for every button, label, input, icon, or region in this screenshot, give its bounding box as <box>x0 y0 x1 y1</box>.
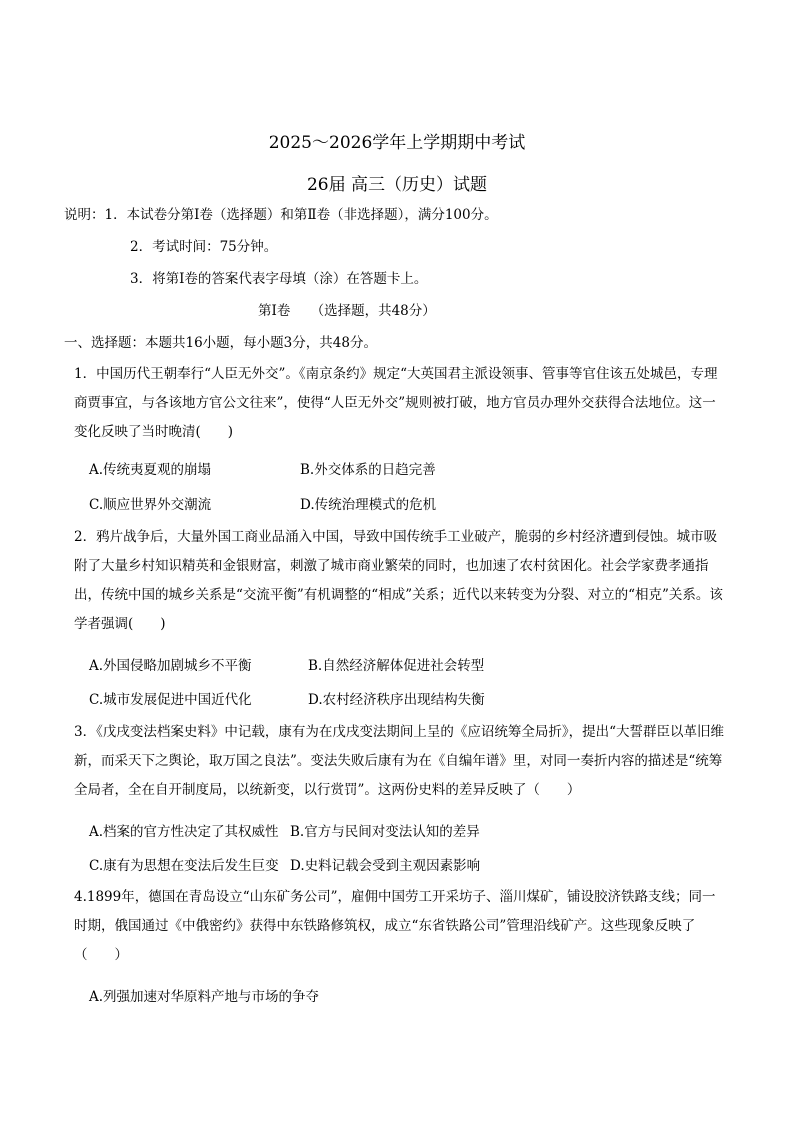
instruction-item-2: 2．考试时间：75分钟。 <box>130 239 278 255</box>
question-2-option-a: A.外国侵略加剧城乡不平衡 <box>89 658 252 674</box>
question-1-option-d: D.传统治理模式的危机 <box>300 497 437 513</box>
question-1-option-a: A.传统夷夏观的崩塌 <box>89 462 212 478</box>
exam-title: 2025～2026学年上学期期中考试 <box>268 133 526 153</box>
instruction-intro: 说明：1．本试卷分第Ⅰ卷（选择题）和第Ⅱ卷（非选择题），满分100分。 <box>64 207 498 223</box>
question-1-option-c: C.顺应世界外交潮流 <box>89 497 212 513</box>
part-heading: 一、选择题：本题共16小题，每小题3分，共48分。 <box>64 335 377 351</box>
question-1-stem: 1．中国历代王朝奉行“人臣无外交”。《南京条约》规定“大英国君主派设领事、管事等官住该五处城邑，专理商贾事宜，与各该地方官公文往来”，使得“人臣无外交”规则被打破，地方官员办理外交获得合法地位。这一变化反映了当时晚清( ) <box>74 366 718 440</box>
question-2-stem: 2．鸦片战争后，大量外国工商业品涌入中国，导致中国传统手工业破产，脆弱的乡村经济遭到侵蚀。城市吸附了大量乡村知识精英和金银财富，刺激了城市商业繁荣的同时，也加速了农村贫困化。社会学家费孝通指出，传统中国的城乡关系是“交流平衡”有机调整的“相成”关系；近代以来转变为分裂、对立的“相克”关系。该学者强调( ) <box>74 529 723 632</box>
question-4-stem: 4.1899年，德国在青岛设立“山东矿务公司”，雇佣中国劳工开采坊子、淄川煤矿，铺设胶济铁路支线；同一时期，俄国通过《中俄密约》获得中东铁路修筑权，成立“东省铁路公司”管理沿线矿产。这些现象反映了（ ） <box>74 889 716 963</box>
question-3-option-d: D.史料记载会受到主观因素影响 <box>290 858 481 874</box>
question-4-option-a: A.列强加速对华原料产地与市场的争夺 <box>89 989 320 1005</box>
question-3-option-a: A.档案的官方性决定了其权威性 <box>89 824 279 840</box>
question-3-option-b: B.官方与民间对变法认知的差异 <box>290 824 480 840</box>
question-2-option-b: B.自然经济解体促进社会转型 <box>308 658 485 674</box>
question-2-option-d: D.农村经济秩序出现结构失衡 <box>308 692 485 708</box>
question-3-stem: 3．《戊戌变法档案史料》中记载，康有为在戊戌变法期间上呈的《应诏统筹全局折》，提出“大誓群臣以革旧维新，而采天下之舆论，取万国之良法”。变法失败后康有为在《自编年谱》里，对同一奏折内容的描述是“统筹全局者，全在自开制度局，以统新变，以行赏罚”。这两份史料的差异反映了（ ） <box>74 724 724 798</box>
exam-subtitle: 26届 高三（历史）试题 <box>306 175 488 195</box>
question-2-option-c: C.城市发展促进中国近代化 <box>89 692 252 708</box>
question-1-option-b: B.外交体系的日趋完善 <box>300 462 436 478</box>
section-title: 第Ⅰ卷 （选择题，共48分） <box>258 303 436 319</box>
question-3-option-c: C.康有为思想在变法后发生巨变 <box>89 858 279 874</box>
instruction-item-3: 3．将第Ⅰ卷的答案代表字母填（涂）在答题卡上。 <box>130 271 428 287</box>
